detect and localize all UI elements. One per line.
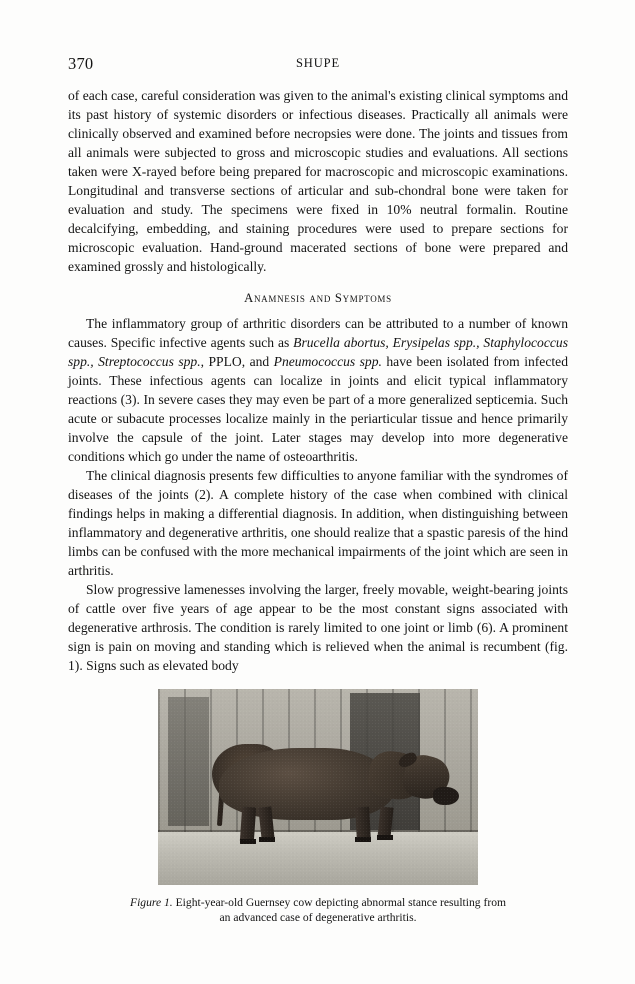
paragraph-1: of each case, careful consideration was given to the animal's existing clinical symptoms and its past history of systemic disorders or infectious diseases. Practically all animals were clinically observed and examined before necropsies were done. The joints and tissues from all animals were subjected to gross and microscopic studies and evaluations. All sections taken were X-rayed before being prepared for macroscopic and microscopic examinations. Longitudinal and transverse sections of articular and sub-chondral bone were taken for evaluation and study. The specimens were fixed in 10% neutral formalin. Routine decalcifying, embedding, and staining procedures were used to prepare sections for microscopic evaluation. Hand-ground macerated sections of bone were prepared and examined grossly and histologically. [68,88,568,274]
paragraph-2-text-a: The inflammatory group of arthritic disorders can be attributed to a number of known causes. Specific infective agents such as [68,316,568,350]
figure-photograph [158,689,478,885]
paragraph-2-text-b: , PPLO, and [200,354,274,369]
cow-leg-fore-left [356,806,372,840]
figure-caption-line-2: an advanced case of degenerative arthritis. [219,910,417,924]
paragraph-2 [68,314,568,466]
photo-floor [158,832,478,885]
figure-1 [68,689,568,925]
photo-doorway-left [168,697,210,826]
running-head-title: SHUPE [295,56,341,70]
paragraph-2-italic-a: Brucella abortus, Erysipelas spp., Staphylococcus spp., Streptococcus spp. [68,335,568,369]
cow-muzzle [433,787,459,805]
page-content [68,54,568,925]
paragraph-4: Slow progressive lamenesses involving the larger, freely movable, weight-bearing joints of cattle over five years of age appear to be the most constant signs associated with degenerative arthrosis. The condition is rarely limited to one joint or limb (6). A prominent sign is pain on moving and standing which is relieved when the animal is recumbent (fig. 1). Signs such as elevated body [68,582,568,673]
page-number: 370 [68,54,94,73]
cow-hoof-1 [240,839,256,844]
cow-hoof-4 [377,835,393,840]
figure-label: Figure 1. [129,896,173,909]
figure-caption-line-1: Eight-year-old Guernsey cow depicting abnormal stance resulting from [172,896,507,909]
running-head [68,54,568,76]
figure-caption [103,896,533,925]
section-heading: Anamnesis and Symptoms [244,291,392,305]
paragraph-3: The clinical diagnosis presents few difficulties to anyone familiar with the syndromes of diseases of the joints (2). A complete history of the case when combined with clinical findings helps in making a differential diagnosis. In addition, when distinguishing between inflammatory and degenerative arthritis, one should realize that a spastic paresis of the hind limbs can be confused with the more mechanical impairments of the joint which are seen in arthritis. [68,468,568,578]
photo-floor-line [158,830,478,832]
cow-hoof-3 [355,837,371,842]
paragraph-2-italic-b: Pneumococcus spp. [273,354,382,369]
paragraph-2-text-c: have been isolated from infected joints. These infectious agents can localize in joints and elicit typical inflammatory reactions (3). In severe cases they may even be part of a more generalized septicemia. Such acute or subacute processes localize mainly in the periarticular tissue and hence primarily involve the capsule of the joint. Later stages may develop into more degenerative conditions which go under the name of osteoarthritis. [68,354,568,464]
cow-hoof-2 [259,837,275,842]
